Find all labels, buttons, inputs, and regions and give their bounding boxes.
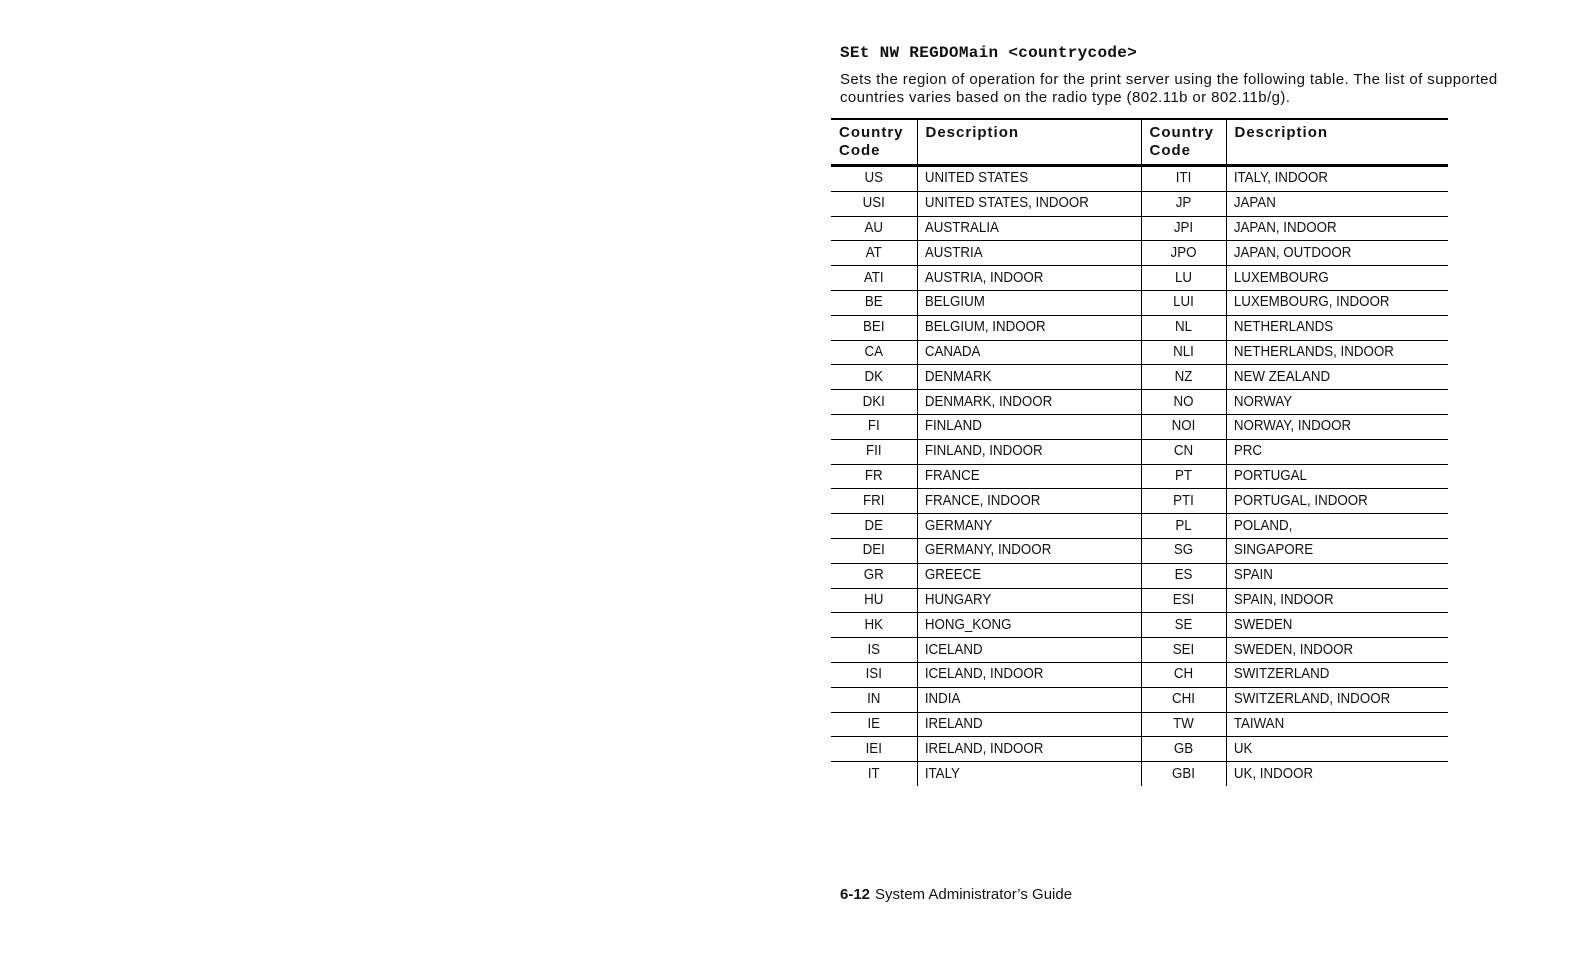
- country-code-cell: IEI: [834, 737, 913, 762]
- table-row: [831, 464, 1448, 489]
- country-code-cell: JP: [1144, 191, 1222, 216]
- country-description-cell: UNITED STATES, INDOOR: [917, 191, 1123, 216]
- country-code-cell: AT: [834, 241, 913, 266]
- table-row: [831, 216, 1448, 241]
- country-code-cell: HK: [834, 613, 913, 638]
- country-description-cell: PORTUGAL: [1226, 464, 1430, 489]
- country-code-cell: GR: [834, 563, 913, 588]
- country-code-cell: GB: [1144, 737, 1222, 762]
- country-code-cell: CN: [1144, 439, 1222, 464]
- country-code-cell: LU: [1144, 266, 1222, 291]
- country-code-cell: ITI: [1144, 166, 1222, 192]
- country-code-cell: SEI: [1144, 638, 1222, 663]
- page-footer: [840, 886, 1072, 903]
- header-description: Description: [1226, 119, 1448, 166]
- country-code-cell: SG: [1144, 538, 1222, 563]
- table-row: [831, 762, 1448, 786]
- country-code-cell: BE: [834, 290, 913, 315]
- country-code-cell: NLI: [1144, 340, 1222, 365]
- country-code-cell: JPI: [1144, 216, 1222, 241]
- command-heading: SEt NW REGDOMain <countrycode>: [840, 44, 1138, 62]
- country-description-cell: ITALY, INDOOR: [1226, 166, 1430, 192]
- country-code-cell: NZ: [1144, 365, 1222, 390]
- country-code-cell: USI: [834, 191, 913, 216]
- page-number: 6-12: [840, 886, 871, 903]
- country-description-cell: AUSTRIA, INDOOR: [917, 266, 1123, 291]
- country-description-cell: TAIWAN: [1226, 712, 1430, 737]
- country-description-cell: UNITED STATES: [917, 166, 1123, 192]
- country-code-cell: BEI: [834, 315, 913, 340]
- country-code-cell: US: [834, 166, 913, 192]
- country-code-cell: TW: [1144, 712, 1222, 737]
- country-code-cell: ES: [1144, 563, 1222, 588]
- table-row: [831, 365, 1448, 390]
- table-row: [831, 687, 1448, 712]
- country-description-cell: DENMARK, INDOOR: [917, 390, 1123, 415]
- header-country-code: Country Code: [839, 124, 904, 159]
- command-description: Sets the region of operation for the print server using the following table. The list of supported countries varies based on the radio type (802.11b or 802.11b/g).: [840, 71, 1498, 106]
- country-code-cell: SE: [1144, 613, 1222, 638]
- country-code-cell: FII: [834, 439, 913, 464]
- country-description-cell: BELGIUM: [917, 290, 1123, 315]
- table-row: [831, 514, 1448, 539]
- table-body: [831, 166, 1448, 786]
- table-row: [831, 290, 1448, 315]
- table-row: [831, 588, 1448, 613]
- table-row: [831, 737, 1448, 762]
- country-code-cell: GBI: [1144, 762, 1222, 786]
- country-description-cell: FINLAND: [917, 414, 1123, 439]
- country-description-cell: CANADA: [917, 340, 1123, 365]
- country-code-cell: ISI: [834, 662, 913, 687]
- country-code-cell: IE: [834, 712, 913, 737]
- country-description-cell: FRANCE, INDOOR: [917, 489, 1123, 514]
- table-row: [831, 439, 1448, 464]
- header-description: Description: [917, 119, 1141, 166]
- country-description-cell: SWEDEN: [1226, 613, 1430, 638]
- country-description-cell: LUXEMBOURG, INDOOR: [1226, 290, 1430, 315]
- country-description-cell: IRELAND: [917, 712, 1123, 737]
- table-row: [831, 390, 1448, 415]
- country-description-cell: SINGAPORE: [1226, 538, 1430, 563]
- country-code-cell: IS: [834, 638, 913, 663]
- country-code-cell: IT: [867, 765, 880, 782]
- country-code-cell: CH: [1144, 662, 1222, 687]
- country-description-cell: GREECE: [917, 563, 1123, 588]
- table-row: [831, 712, 1448, 737]
- country-code-cell: PTI: [1144, 489, 1222, 514]
- country-description-cell: FINLAND, INDOOR: [917, 439, 1123, 464]
- guide-title: System Administrator’s Guide: [875, 886, 1073, 903]
- country-description-cell: PRC: [1226, 439, 1430, 464]
- country-description-cell: HUNGARY: [917, 588, 1123, 613]
- country-code-cell: DE: [834, 514, 913, 539]
- header-country-code: Country Code: [1141, 119, 1226, 166]
- country-description-cell: BELGIUM, INDOOR: [917, 315, 1123, 340]
- country-code-cell: HU: [834, 588, 913, 613]
- table-row: [831, 489, 1448, 514]
- country-description-cell: ITALY: [917, 762, 1123, 786]
- country-description-cell: JAPAN, INDOOR: [1226, 216, 1430, 241]
- country-description-cell: SWEDEN, INDOOR: [1226, 638, 1430, 663]
- country-description-cell: AUSTRALIA: [917, 216, 1123, 241]
- country-description-cell: NETHERLANDS, INDOOR: [1226, 340, 1430, 365]
- country-description-cell: JAPAN, OUTDOOR: [1226, 241, 1430, 266]
- country-code-cell: CHI: [1144, 687, 1222, 712]
- country-description-cell: GERMANY: [917, 514, 1123, 539]
- country-description-cell: INDIA: [917, 687, 1123, 712]
- country-description-cell: ICELAND: [917, 638, 1123, 663]
- table-row: [831, 538, 1448, 563]
- country-code-cell: FRI: [834, 489, 913, 514]
- country-code-cell: DKI: [834, 390, 913, 415]
- country-code-cell: IN: [834, 687, 913, 712]
- country-code-cell: FR: [834, 464, 913, 489]
- country-code-cell: LUI: [1144, 290, 1222, 315]
- country-description-cell: LUXEMBOURG: [1226, 266, 1430, 291]
- country-code-cell: AU: [834, 216, 913, 241]
- table-row: [831, 266, 1448, 291]
- table-row: [831, 340, 1448, 365]
- country-description-cell: SWITZERLAND: [1226, 662, 1430, 687]
- country-description-cell: IRELAND, INDOOR: [917, 737, 1123, 762]
- table-row: [831, 662, 1448, 687]
- country-code-table: [831, 118, 1448, 786]
- country-description-cell: FRANCE: [917, 464, 1123, 489]
- country-description-cell: PORTUGAL, INDOOR: [1226, 489, 1430, 514]
- country-code-cell: JPO: [1144, 241, 1222, 266]
- country-code-cell: FI: [834, 414, 913, 439]
- country-description-cell: HONG_KONG: [917, 613, 1123, 638]
- country-description-cell: DENMARK: [917, 365, 1123, 390]
- table-row: [831, 315, 1448, 340]
- country-code-cell: NL: [1144, 315, 1222, 340]
- country-code-cell: DEI: [834, 538, 913, 563]
- country-description-cell: UK, INDOOR: [1226, 762, 1430, 786]
- country-code-cell: NO: [1144, 390, 1222, 415]
- country-code-cell: ATI: [834, 266, 913, 291]
- country-code-cell: CA: [834, 340, 913, 365]
- country-code-cell: ESI: [1144, 588, 1222, 613]
- country-description-cell: NORWAY, INDOOR: [1226, 414, 1430, 439]
- country-code-cell: PT: [1144, 464, 1222, 489]
- table-row: [831, 166, 1448, 192]
- country-description-cell: NORWAY: [1226, 390, 1430, 415]
- country-code-cell: DK: [834, 365, 913, 390]
- table-row: [831, 563, 1448, 588]
- country-code-cell: PL: [1144, 514, 1222, 539]
- country-description-cell: JAPAN: [1226, 191, 1430, 216]
- country-description-cell: SWITZERLAND, INDOOR: [1226, 687, 1430, 712]
- country-description-cell: SPAIN, INDOOR: [1226, 588, 1430, 613]
- table-row: [831, 613, 1448, 638]
- country-code-cell: NOI: [1144, 414, 1222, 439]
- table-row: [831, 638, 1448, 663]
- country-description-cell: POLAND,: [1226, 514, 1430, 539]
- table-header-row: [831, 119, 1448, 166]
- country-description-cell: GERMANY, INDOOR: [917, 538, 1123, 563]
- country-description-cell: UK: [1226, 737, 1430, 762]
- country-description-cell: SPAIN: [1226, 563, 1430, 588]
- page-content: [840, 44, 1510, 107]
- country-description-cell: NETHERLANDS: [1226, 315, 1430, 340]
- table-row: [831, 414, 1448, 439]
- country-description-cell: NEW ZEALAND: [1226, 365, 1430, 390]
- table-row: [831, 241, 1448, 266]
- country-description-cell: ICELAND, INDOOR: [917, 662, 1123, 687]
- country-description-cell: AUSTRIA: [917, 241, 1123, 266]
- table-row: [831, 191, 1448, 216]
